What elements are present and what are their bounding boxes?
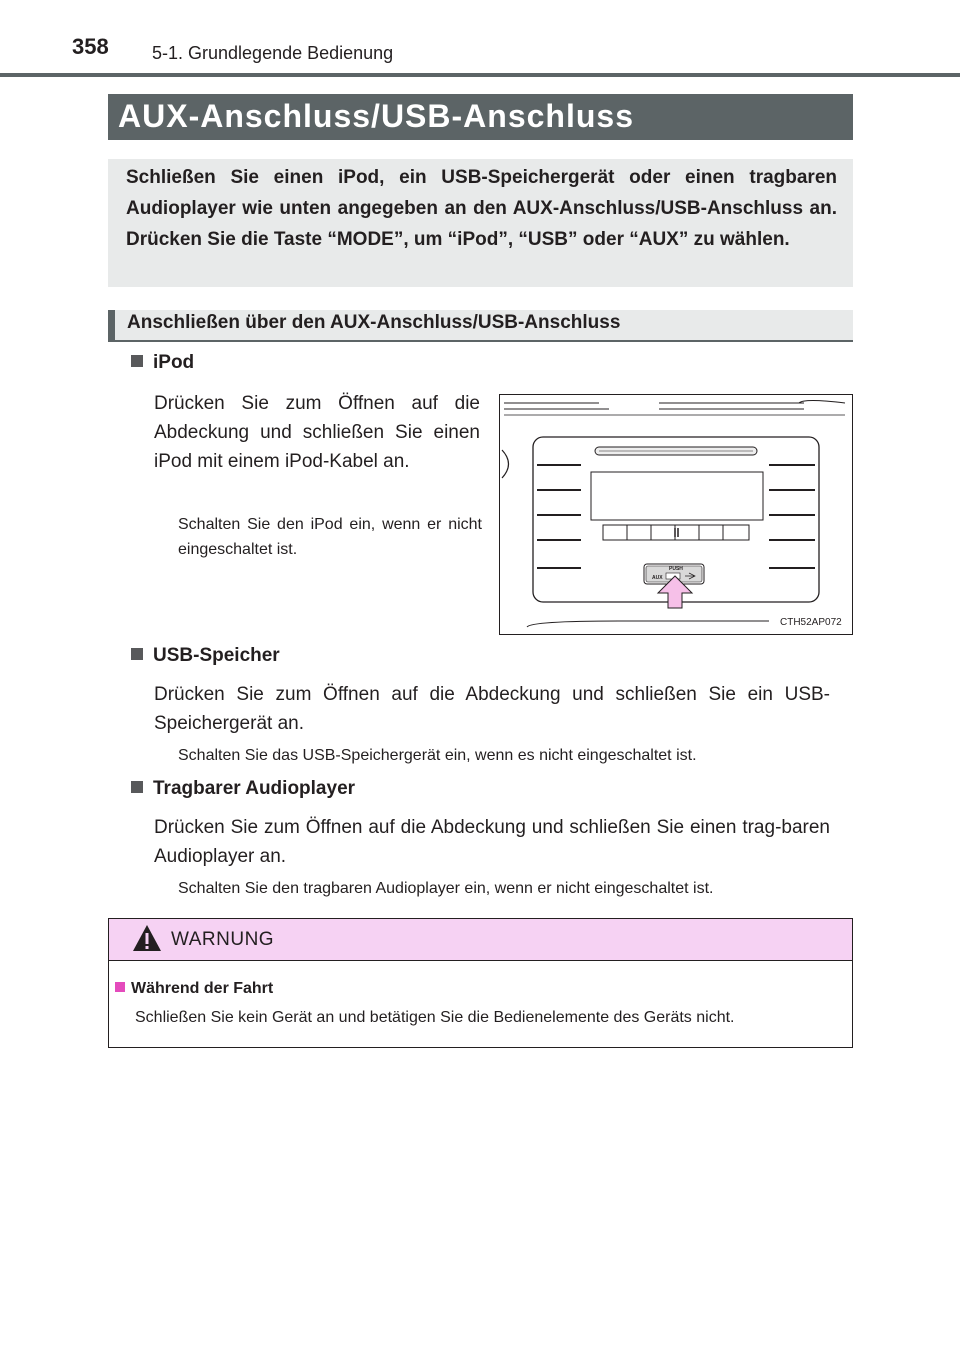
audioplayer-heading-label: Tragbarer Audioplayer: [153, 778, 356, 799]
header-divider: [0, 73, 960, 77]
warning-text: Schließen Sie kein Gerät an und betätigen Sie die Bedienelemente des Geräts nicht.: [135, 1009, 735, 1026]
subheading-bar: [108, 310, 853, 342]
bullet-square-icon: [131, 355, 143, 367]
usb-heading-label: USB-Speicher: [153, 645, 280, 666]
audioplayer-body: Drücken Sie zum Öffnen auf die Abdeckung und schließen Sie einen trag-baren Audioplayer an.: [154, 817, 830, 867]
page-title-bar: [108, 94, 853, 140]
head-unit-figure: [499, 394, 853, 635]
head-unit-illustration: [499, 394, 853, 635]
aux-label: AUX: [652, 575, 663, 581]
ipod-body: Drücken Sie zum Öffnen auf die Abdeckung und schließen Sie einen iPod mit einem iPod-Kabel an.: [154, 393, 480, 472]
warning-subheading: [115, 980, 273, 998]
subheading: Anschließen über den AUX-Anschluss/USB-Anschluss: [127, 312, 621, 333]
push-label: PUSH: [669, 566, 683, 572]
ipod-heading-label: iPod: [153, 352, 195, 373]
audioplayer-heading: [131, 778, 355, 800]
warning-icon: [132, 924, 162, 952]
audioplayer-note: Schalten Sie den tragbaren Audioplayer ein, wenn er nicht eingeschaltet ist.: [178, 880, 714, 897]
warning-label: WARNUNG: [171, 929, 275, 950]
intro-box: [108, 159, 853, 287]
warning-subheading-label: Während der Fahrt: [131, 980, 274, 997]
warning-box: [108, 918, 853, 1048]
figure-code: CTH52AP072: [780, 617, 842, 628]
ipod-heading: [131, 352, 194, 374]
page-title: AUX-Anschluss/USB-Anschluss: [118, 98, 634, 134]
bullet-square-icon: [115, 982, 125, 992]
ipod-note: Schalten Sie den iPod ein, wenn er nicht eingeschaltet ist.: [178, 516, 482, 558]
bullet-square-icon: [131, 781, 143, 793]
usb-body: Drücken Sie zum Öffnen auf die Abdeckung und schließen Sie ein USB-Speichergerät an.: [154, 684, 830, 734]
section-title: 5-1. Grundlegende Bedienung: [152, 43, 394, 63]
intro-text: Schließen Sie einen iPod, ein USB-Speichergerät oder einen tragbaren Audioplayer wie unten angegeben an den AUX-Anschluss/USB-Anschluss an. Drücken Sie die Taste “MODE”, um “iPod”, “USB” oder “AUX” zu wählen.: [126, 167, 837, 250]
page-number: 358: [72, 34, 109, 59]
warning-header: [109, 919, 852, 961]
usb-note: Schalten Sie das USB-Speichergerät ein, wenn es nicht eingeschaltet ist.: [178, 747, 697, 764]
bullet-square-icon: [131, 648, 143, 660]
usb-heading: [131, 645, 280, 667]
